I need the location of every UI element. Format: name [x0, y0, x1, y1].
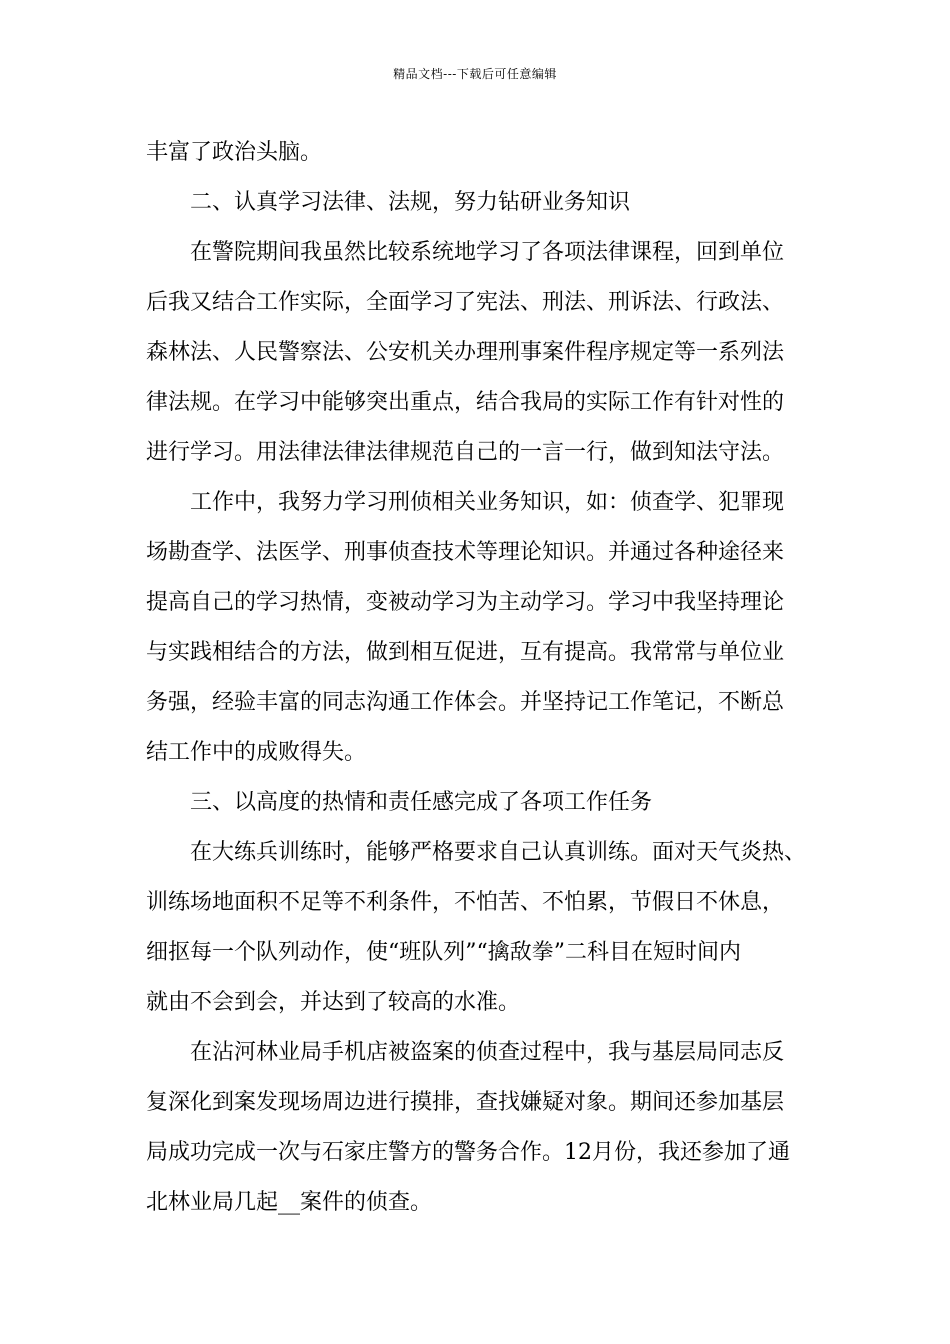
- section-heading: 三、以高度的热情和责任感完成了各项工作任务: [190, 790, 653, 815]
- text-line: 在警院期间我虽然比较系统地学习了各项法律课程，回到单位: [190, 240, 785, 265]
- text-line: 在沾河林业局手机店被盗案的侦查过程中，我与基层局同志反: [190, 1040, 785, 1065]
- text-line: 森林法、人民警察法、公安机关办理刑事案件程序规定等一系列法: [146, 340, 785, 365]
- section-heading: 二、认真学习法律、法规，努力钻研业务知识: [190, 190, 631, 215]
- text-line: 工作中，我努力学习刑侦相关业务知识，如：侦查学、犯罪现: [190, 490, 785, 515]
- text-line: 局成功完成一次与石家庄警方的警务合作。12月份，我还参加了通: [146, 1140, 790, 1165]
- text-line: 就由不会到会，并达到了较高的水准。: [146, 990, 521, 1015]
- text-line: 务强，经验丰富的同志沟通工作体会。并坚持记工作笔记，不断总: [146, 690, 785, 715]
- page-header: 精品文档---下载后可任意编辑: [393, 67, 557, 81]
- text-line: 提高自己的学习热情，变被动学习为主动学习。学习中我坚持理论: [146, 590, 785, 615]
- text-line: 训练场地面积不足等不利条件，不怕苦、不怕累，节假日不休息，: [146, 890, 785, 915]
- text-line: 进行学习。用法律法律法律规范自己的一言一行，做到知法守法。: [146, 440, 785, 465]
- text-line: 与实践相结合的方法，做到相互促进，互有提高。我常常与单位业: [146, 640, 785, 665]
- text-line: 复深化到案发现场周边进行摸排，查找嫌疑对象。期间还参加基层: [146, 1090, 785, 1115]
- text-line: 北林业局几起__案件的侦查。: [146, 1190, 433, 1215]
- text-line: 丰富了政治头脑。: [146, 140, 323, 165]
- text-line: 结工作中的成败得失。: [146, 740, 367, 765]
- text-line: 后我又结合工作实际，全面学习了宪法、刑法、刑诉法、行政法、: [146, 290, 785, 315]
- text-line: 在大练兵训练时，能够严格要求自己认真训练。面对天气炎热、: [190, 840, 807, 865]
- text-line: 场勘查学、法医学、刑事侦查技术等理论知识。并通过各种途径来: [146, 540, 785, 565]
- text-line: 细抠每一个队列动作，使“班队列”“擒敌拳”二科目在短时间内: [146, 940, 741, 965]
- document-body: [146, 128, 810, 1228]
- text-line: 律法规。在学习中能够突出重点，结合我局的实际工作有针对性的: [146, 390, 785, 415]
